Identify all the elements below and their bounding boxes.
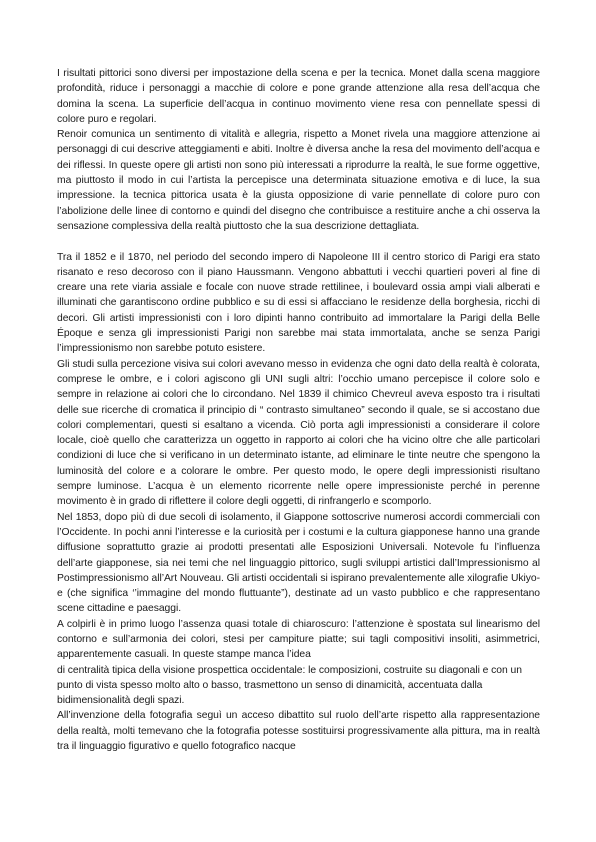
paragraph-chiaroscuro: A colpirli è in primo luogo l’assenza quasi totale di chiaroscuro: l’attenzione è spostata sul linearismo del contorno e sull’armonia dei colori, stesi per campiture piatte; sui tagli compositivi insoliti, asimmetrici, apparentemente casuali. In queste stampe manca l’idea bbox=[57, 618, 540, 661]
paragraph-japan: Nel 1853, dopo più di due secoli di isolamento, il Giappone sottoscrive numerosi accordi commerciali con l’Occidente. In pochi anni l’interesse e la curiosità per i costumi e la cultura giapponese hanno una grande diffusione soprattutto grazie ai prodotti presentati alle Esposizioni Universali. Notevole fu l’influenza dell’arte giapponese, sia nei temi che nel linguaggio pittorico, sugli sviluppi artistici dall’Impressionismo al Postimpressionismo all’Art Nouveau. Gli artisti occidentali si ispirano prevalentemente alle xilografie Ukiyo-e (che significa ‘’immagine del mondo fluttuante”), destinate ad un vasto pubblico e che rappresentano scene cittadine e paesaggi. bbox=[57, 511, 540, 615]
paragraph-renoir: Renoir comunica un sentimento di vitalità e allegria, rispetto a Monet rivela una maggiore attenzione ai personaggi di cui descrive atteggiamenti e abiti. Inoltre è diversa anche la resa del movimento dell’acqua e dei riflessi. In queste opere gli artisti non sono più interessati a riprodurre la realtà, le sue forme oggettive, ma piuttosto il modo in cui l’artista la percepisce una determinata situazione emotiva e di luce, la sua impressione. la tecnica pittorica usata è la giusta opposizione di varie pennellate di colore puro con l’abolizione delle linee di contorno e quindi del disegno che contribuisce a restituire anche a chi osserva la sensazione complessiva della realtà piuttosto che la sua descrizione dettagliata. bbox=[57, 129, 540, 232]
paragraph-spacer bbox=[57, 234, 540, 249]
paragraph-color-perception: Gli studi sulla percezione visiva sui colori avevano messo in evidenza che ogni dato della realtà è colorata, comprese le ombre, e i colori agiscono gli UNI sugli altri: l’occhio umano percepisce il colore solo e sempre in relazione ai colori che lo circondano. Nel 1839 il chimico Chevreul aveva esposto tra i risultati delle sue ricerche di cromatica il principio di “ contrasto simultaneo” secondo il quale, se si accostano due colori complementari, questi si esaltano a vicenda. Ciò porta agli impressionisti a considerare il colore locale, cioè quello che caratterizza un oggetto in rapporto ai colori che ha vicino oltre che alle particolari condizioni di luce che si verificano in un determinato istante, ad eliminare le tinte neutre che spengono la luminosità del colore e a colorare le ombre. Per questo modo, le opere degli impressionisti risultano sempre luminose. L’acqua è un elemento ricorrente nelle opere impressioniste perché in perenne movimento è in grado di riflettere il colore degli oggetti, di rinfrangerlo e scomporlo. bbox=[57, 358, 540, 508]
document-page bbox=[57, 66, 540, 754]
paragraph-paris: Tra il 1852 e il 1870, nel periodo del secondo impero di Napoleone III il centro storico di Parigi era stato risanato e reso decoroso con il piano Haussmann. Vengono abbattuti i vecchi quartieri poveri al fine di creare una rete viaria assiale e focale con nuove strade rettilinee, i boulevard ossia ampi viali alberati e illuminati che garantiscono ordine pubblico e su di essi si affacciano le residenze della borghesia, ricchi di decori. Gli artisti impressionisti con i loro dipinti hanno contribuito ad immortalare la Parigi della Belle Époque e senza gli impressionisti Parigi non sarebbe mai stata immortalata, anche se senza Parigi l’impressionismo non sarebbe potuto esistere. bbox=[57, 251, 540, 355]
paragraph-centrality: di centralità tipica della visione prospettica occidentale: le composizioni, costruite su diagonali e con un punto di vista spesso molto alto o basso, trasmettono un senso di dinamicità, accentuata dalla bidimensionalità degli spazi. bbox=[57, 664, 522, 707]
paragraph-photography: All’invenzione della fotografia seguì un acceso dibattito sul ruolo dell’arte rispetto alla rappresentazione della realtà, molti temevano che la fotografia potesse sostituirsi progressivamente alla pittura, ma in realtà tra il linguaggio figurativo e quello fotografico nacque bbox=[57, 710, 540, 753]
paragraph-monet: I risultati pittorici sono diversi per impostazione della scena e per la tecnica. Monet dalla scena maggiore profondità, riduce i personaggi a macchie di colore e pone grande attenzione alla resa dell’acqua che domina la scena. La superficie dell’acqua in continuo movimento viene resa con pennellate spessi di colore puro e regolari. bbox=[57, 68, 540, 125]
